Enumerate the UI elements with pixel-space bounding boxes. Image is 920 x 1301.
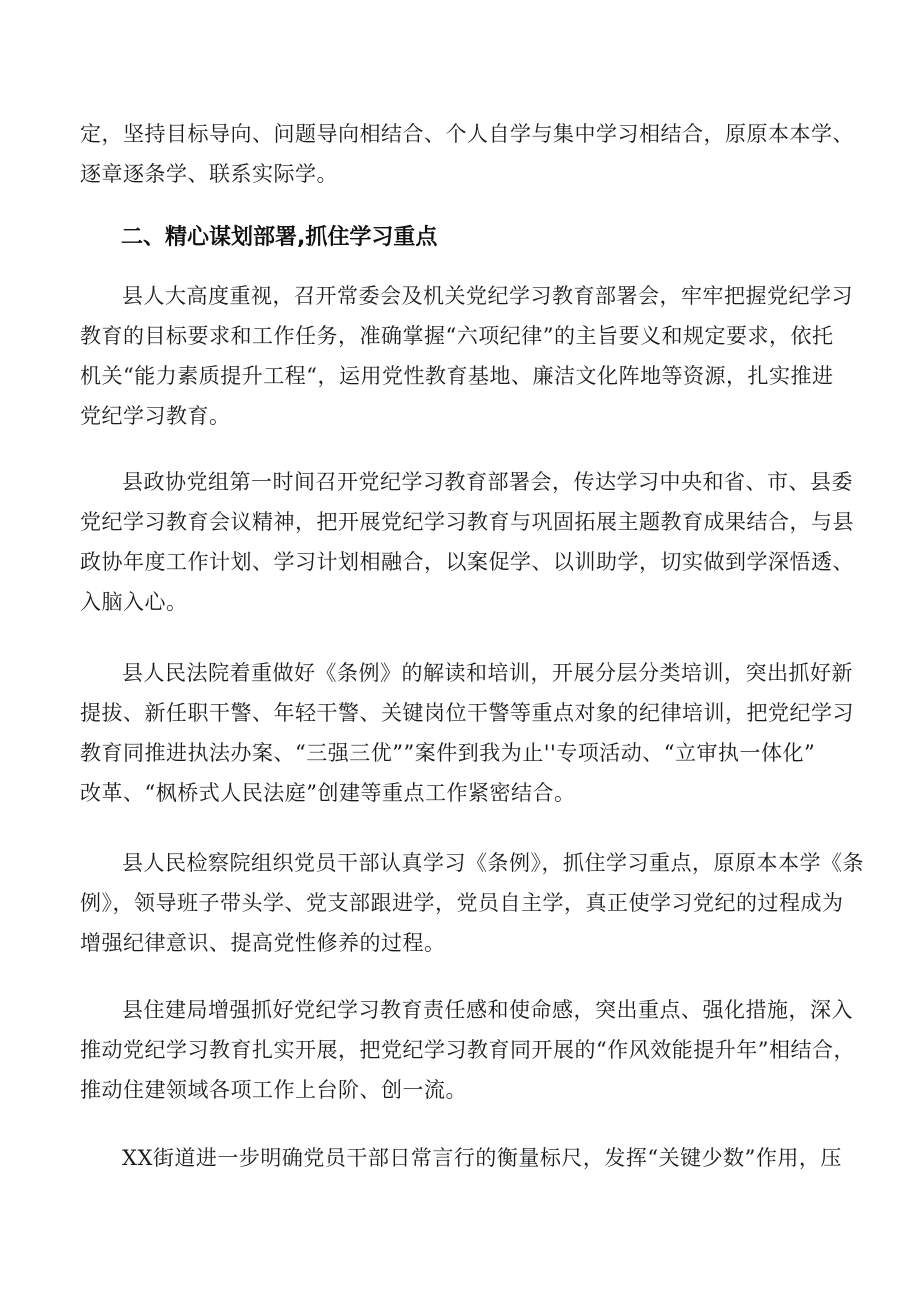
text-line: XX街道进一步明确党员干部日常言行的衡量标尺，发挥“关键少数”作用，压 [122,1146,842,1170]
text-line: 机关“能力素质提升工程“，运用党性教育基地、廉洁文化阵地等资源，扎实推进 [80,364,834,388]
text-line: 推动住建领域各项工作上台阶、创一流。 [80,1078,467,1102]
text-line: 党纪学习教育会议精神，把开展党纪学习教育与巩固拓展主题教育成果结合，与县 [80,510,854,534]
continuation-paragraph [80,114,855,194]
paragraph-county-court [80,653,855,813]
text-line: 县人民法院着重做好《条例》的解读和培训，开展分层分类培训，突出抓好新 [122,661,853,685]
text-line: 增强纪律意识、提高党性修养的过程。 [80,931,446,955]
paragraph-county-congress [80,276,855,436]
text-line: 县住建局增强抓好党纪学习教育责任感和使命感，突出重点、强化措施，深入 [122,998,853,1022]
text-line: 定，坚持目标导向、问题导向相结合、个人自学与集中学习相结合，原原本本学、 [80,122,854,146]
text-line: 党纪学习教育。 [80,404,231,428]
text-line: 县人大高度重视，召开常委会及机关党纪学习教育部署会，牢牢把握党纪学习 [122,284,853,308]
text-line: 推动党纪学习教育扎实开展，把党纪学习教育同开展的“作风效能提升年”相结合， [80,1038,855,1062]
text-line: 入脑入心。 [80,590,188,614]
paragraph-subdistrict [80,1138,855,1178]
text-line: 提拔、新任职干警、年轻干警、关键岗位干警等重点对象的纪律培训，把党纪学习 [80,701,854,725]
text-line: 县政协党组第一时间召开党纪学习教育部署会，传达学习中央和省、市、县委 [122,470,853,494]
section-heading: 二、精心谋划部署,抓住学习重点 [121,225,438,250]
text-line: 例》，领导班子带头学、党支部跟进学，党员自主学，真正使学习党纪的过程成为 [80,891,844,915]
text-line: 逐章逐条学、联系实际学。 [80,162,338,186]
text-line: 教育同推进执法办案、“三强三优””案件到我为止''专项活动、“立审执一体化” [80,741,816,765]
text-line: 改革、“枫桥式人民法庭”创建等重点工作紧密结合。 [80,781,576,805]
text-line: 教育的目标要求和工作任务，准确掌握“六项纪律”的主旨要义和规定要求，依托 [80,324,834,348]
text-line: 政协年度工作计划、学习计划相融合，以案促学、以训助学，切实做到学深悟透、 [80,550,854,574]
paragraph-county-cppcc [80,462,855,622]
paragraph-county-procuratorate [80,843,864,963]
text-line: 县人民检察院组织党员干部认真学习《条例》，抓住学习重点，原原本本学《条 [122,851,864,875]
paragraph-housing-bureau [80,990,855,1110]
